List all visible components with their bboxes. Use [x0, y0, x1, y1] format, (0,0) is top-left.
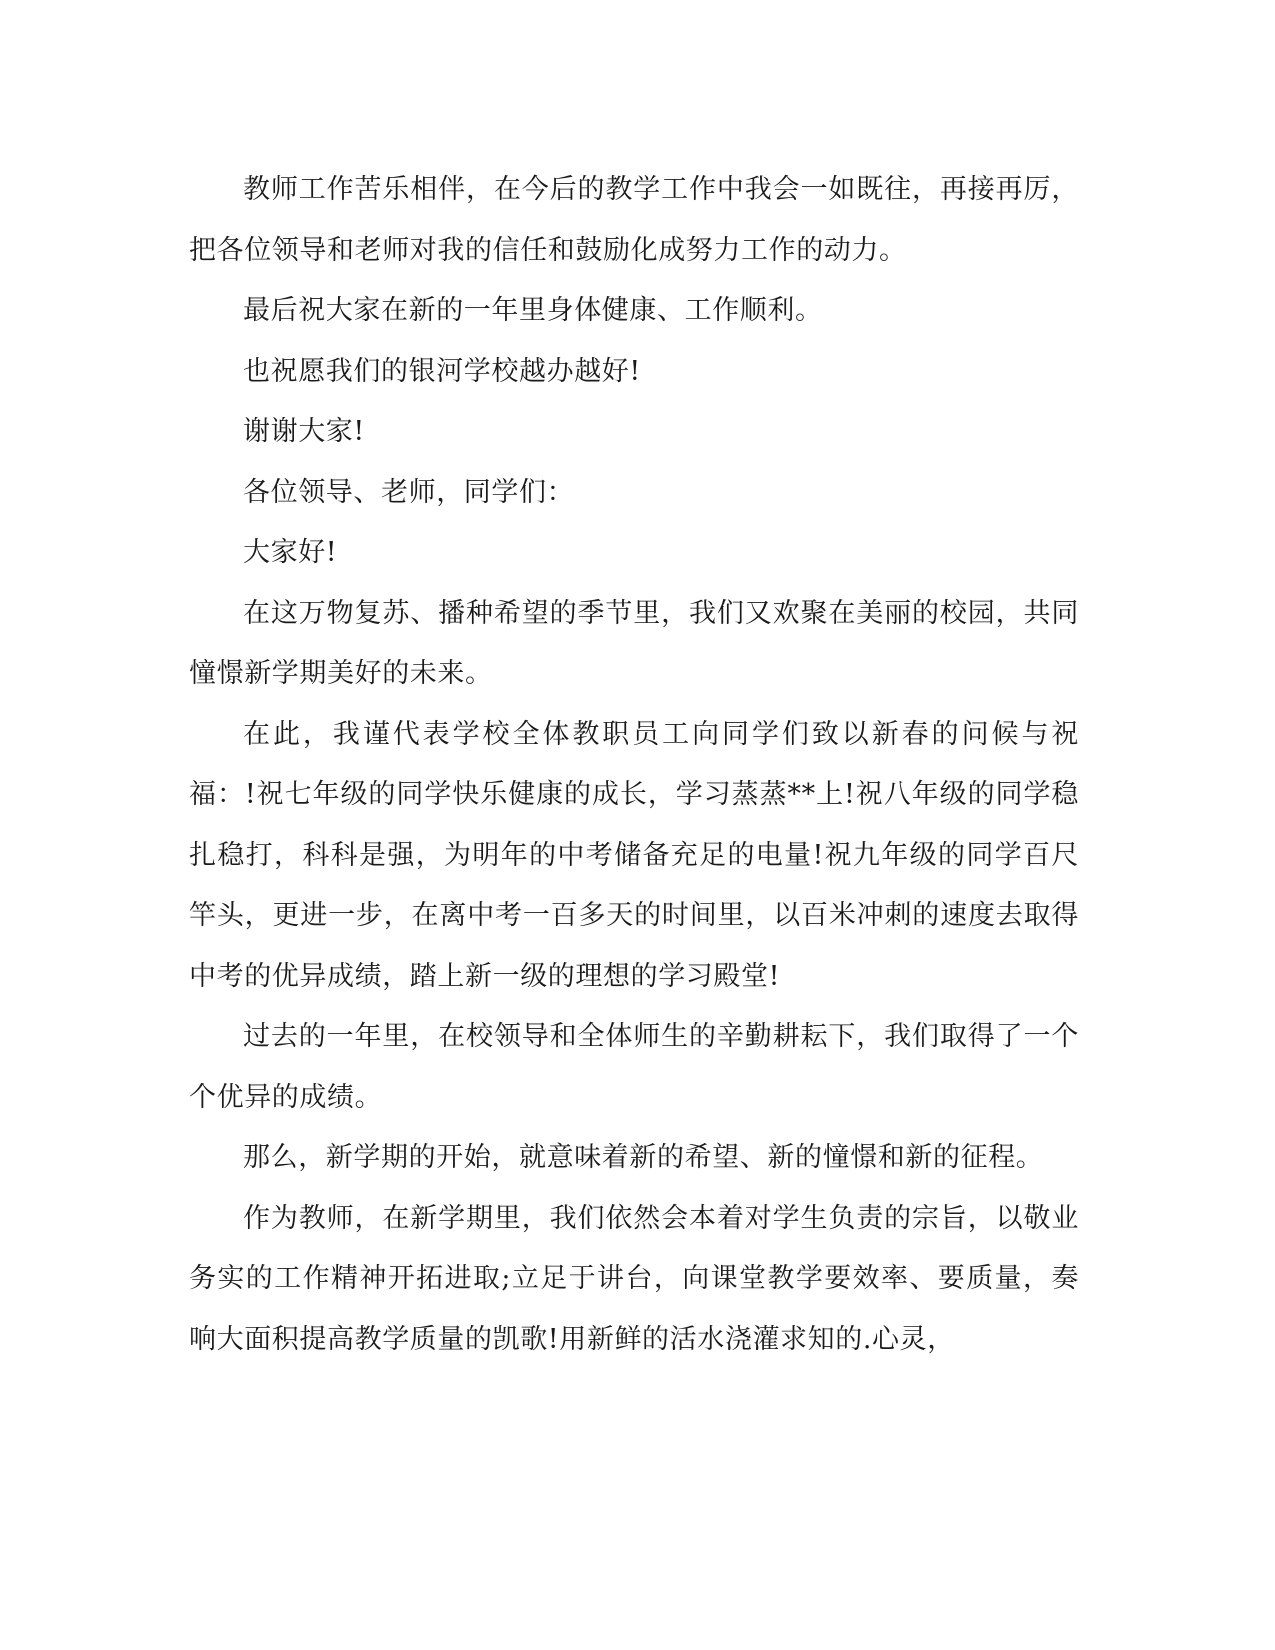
paragraph-school-wish: 也祝愿我们的银河学校越办越好!: [243, 355, 641, 387]
paragraph-blessings: 在此，我谨代表学校全体教职员工向同学们致以新春的问候与祝福：!祝七年级的同学快乐健康的成长，学习蒸蒸**上!祝八年级的同学稳扎稳打，科科是强，为明年的中考储备充足的电量!祝九年级的同学百尺竿头，更进一步，在离中考一百多天的时间里，以百米冲刺的速度去取得中考的优异成绩，踏上新一级的理想的学习殿堂!: [189, 718, 1079, 992]
paragraph-salutation: 各位领导、老师，同学们：: [243, 476, 575, 508]
paragraph-thanks: 谢谢大家!: [243, 416, 365, 447]
document-body: [189, 160, 1079, 1370]
paragraph-commitment: 教师工作苦乐相伴，在今后的教学工作中我会一如既往，再接再厉，把各位领导和老师对我的信任和鼓励化成努力工作的动力。: [189, 174, 1079, 266]
paragraph-season: 在这万物复苏、播种希望的季节里，我们又欢聚在美丽的校园，共同憧憬新学期美好的未来。: [189, 597, 1079, 689]
paragraph-new-term: 那么，新学期的开始，就意味着新的希望、新的憧憬和新的征程。: [243, 1142, 1044, 1173]
paragraph-past-year: 过去的一年里，在校领导和全体师生的辛勤耕耘下，我们取得了一个个优异的成绩。: [189, 1021, 1079, 1113]
paragraph-wishes: 最后祝大家在新的一年里身体健康、工作顺利。: [243, 295, 823, 326]
paragraph-teacher-pledge: 作为教师，在新学期里，我们依然会本着对学生负责的宗旨，以敬业务实的工作精神开拓进取;立足于讲台，向课堂教学要效率、要质量，奏响大面积提高教学质量的凯歌!用新鲜的活水浇灌求知的.心灵，: [189, 1202, 1079, 1355]
paragraph-greeting: 大家好!: [243, 537, 338, 568]
